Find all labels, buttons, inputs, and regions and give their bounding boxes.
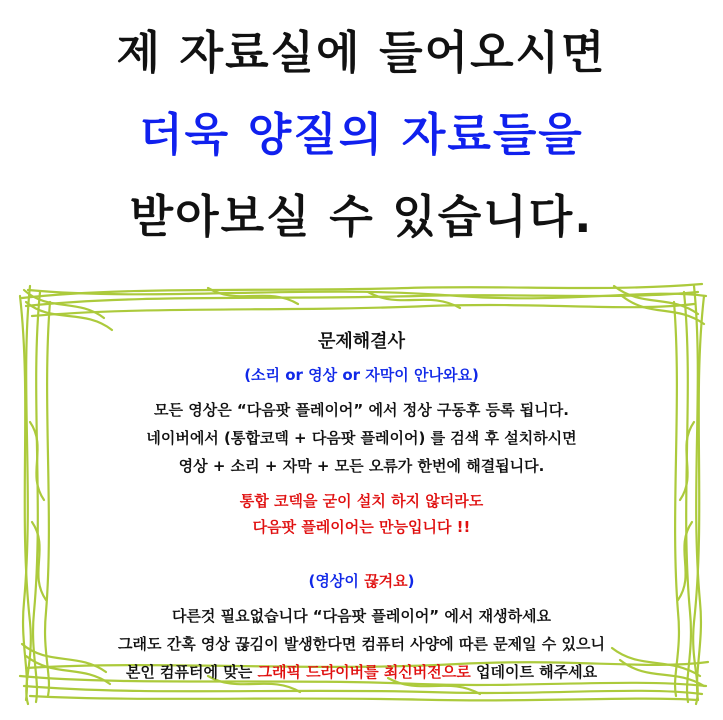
spacer: [30, 594, 693, 602]
spacer: [30, 480, 693, 488]
section2-heading-prefix: (영상이: [308, 572, 365, 590]
content-block: [30, 328, 693, 686]
content-title: 문제해결사: [318, 331, 405, 352]
section2-last-line: [30, 658, 693, 686]
section2-heading-emphasis: 끊겨요: [364, 572, 408, 590]
section1-line-2: 네이버에서 (통합코덱 + 다음팟 플레이어) 를 검색 후 설치하시면: [146, 429, 577, 447]
section2-last-line-p2: 그래픽 드라이버를 최신버전으로: [257, 663, 471, 681]
headline-line-2: 더욱 양질의 자료들을: [139, 108, 584, 161]
section1-emphasis-1: 통합 코덱을 굳이 설치 하지 않더라도: [239, 492, 484, 510]
section2-heading: [30, 568, 693, 594]
headline-line-1: 제 자료실에 들어오시면: [116, 26, 607, 79]
section1-emphasis-2: 다음팟 플레이어는 만능입니다 !!: [252, 518, 471, 536]
section1-heading: (소리 or 영상 or 자막이 안나와요): [244, 366, 479, 384]
headline-line-3: 받아보실 수 있습니다.: [129, 190, 594, 243]
section1-line-1: 모든 영상은 “다음팟 플레이어” 에서 정상 구동후 등록 됩니다.: [154, 401, 569, 419]
headline-block: [0, 12, 723, 258]
spacer: [30, 540, 693, 568]
section2-heading-suffix: ): [407, 572, 415, 590]
section1-line-3: 영상 + 소리 + 자막 + 모든 오류가 한번에 해결됩니다.: [178, 457, 545, 475]
spacer: [30, 388, 693, 396]
section2-line-1: 다른것 필요없습니다 “다음팟 플레이어” 에서 재생하세요: [171, 607, 552, 625]
section2-last-line-p3: 업데이트 해주세요: [470, 663, 598, 681]
section2-line-2: 그래도 간혹 영상 끊김이 발생한다면 컴퓨터 사양에 따른 문제일 수 있으니: [118, 635, 605, 653]
section2-last-line-p1: 본인 컴퓨터에 맞는: [125, 663, 258, 681]
